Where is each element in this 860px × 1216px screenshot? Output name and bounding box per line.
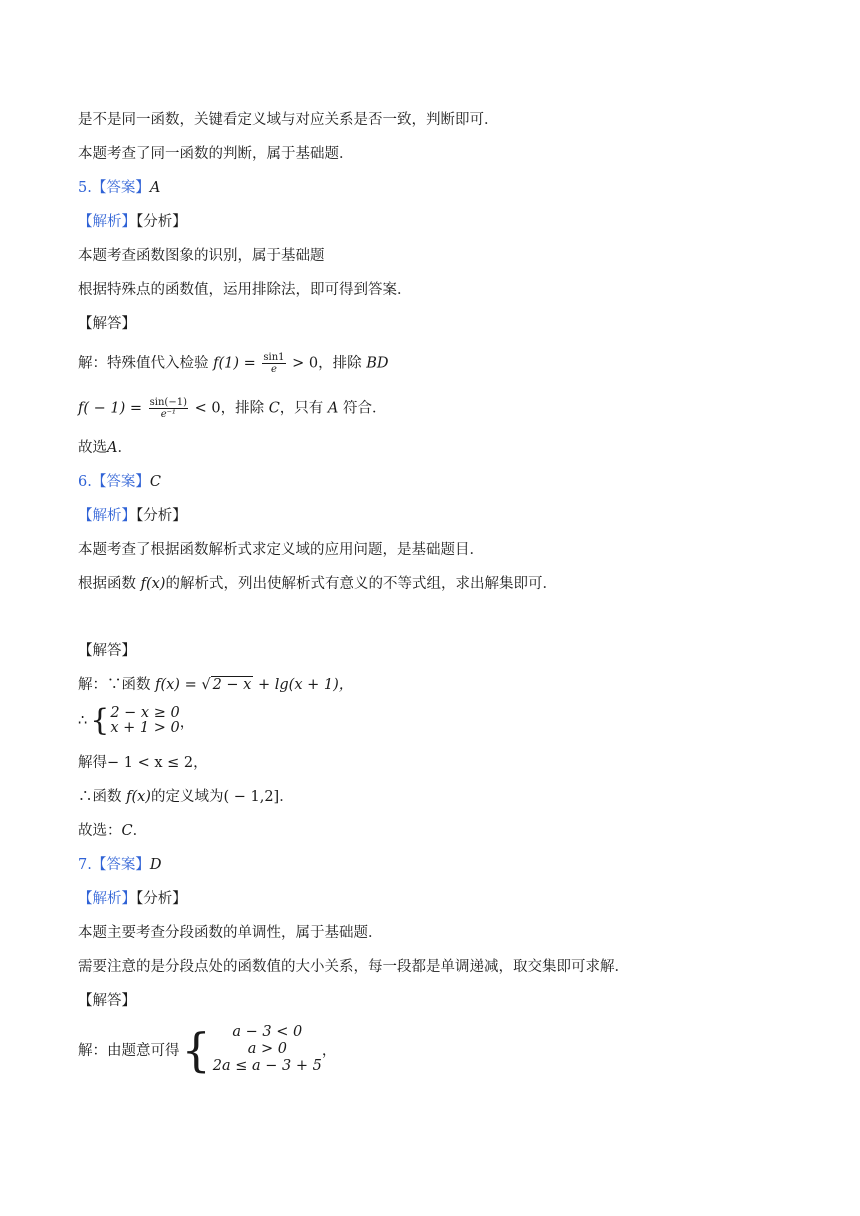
question-5-answer bbox=[78, 178, 160, 198]
answer-value: A bbox=[149, 180, 161, 196]
solution-tag: 【解答】 bbox=[78, 643, 136, 659]
solution-step: 解：特殊值代入检验 f(1) = $\frac{\sin 1}{e}$ > 0，排除 BD bbox=[78, 352, 389, 375]
sqrt-body: 2 − x bbox=[212, 677, 252, 693]
equation-system: ∴ { 2 − x ≥ 0 x + 1 > 0 ， bbox=[78, 703, 195, 738]
final-answer: 故选：C． bbox=[78, 823, 148, 839]
answer-value: C bbox=[149, 474, 161, 490]
fraction: $\frac{\sin(-1)}{\text{e⁻¹}}$ bbox=[149, 397, 187, 420]
answer-value: D bbox=[149, 857, 162, 873]
jiexi-tag: 【解析】 bbox=[78, 214, 136, 230]
question-7-answer bbox=[78, 855, 161, 875]
brace: { bbox=[90, 703, 110, 738]
fenxi-tag: 【分析】 bbox=[136, 214, 187, 230]
answer-tag: 【答案】 bbox=[91, 857, 150, 873]
solution-tag: 【解答】 bbox=[78, 993, 136, 1009]
solution-tag: 【解答】 bbox=[78, 316, 136, 332]
answer-tag: 【答案】 bbox=[91, 474, 150, 490]
text-line: 是不是同一函数，关键看定义域与对应关系是否一致，判断即可． bbox=[78, 112, 499, 128]
text-line: 本题考查了同一函数的判断，属于基础题． bbox=[78, 146, 354, 162]
equation-system: 解：由题意可得 { a − 3 < 0 a > 0 2a ≤ a − 3 + 5 ， bbox=[78, 1022, 337, 1077]
answer-tag: 【答案】 bbox=[91, 180, 150, 196]
sqrt-sign: √ bbox=[201, 677, 211, 693]
text-line: 本题主要考查分段函数的单调性，属于基础题． bbox=[78, 925, 383, 941]
solution-step: 解：∵函数 f(x) = √ 2 − x + lg(x + 1)， bbox=[78, 677, 354, 693]
text-line: 根据特殊点的函数值，运用排除法，即可得到答案． bbox=[78, 282, 412, 298]
text-line: 根据函数 f(x)的解析式，列出使解析式有意义的不等式组，求出解集即可． bbox=[78, 576, 557, 592]
solution-step: ∴函数 f(x)的定义域为( − 1,2]． bbox=[78, 789, 294, 805]
fraction: $\frac{\sin 1}{e}$ bbox=[263, 352, 285, 375]
question-6-answer bbox=[78, 472, 161, 492]
final-answer: 故选A． bbox=[78, 440, 132, 456]
analysis-header bbox=[78, 212, 187, 232]
brace: { bbox=[181, 1022, 211, 1077]
analysis-header: 【解析】【分析】 bbox=[78, 508, 187, 524]
text-line: 本题考查了根据函数解析式求定义域的应用问题，是基础题目． bbox=[78, 542, 484, 558]
question-number: 5. bbox=[78, 180, 92, 196]
text-line: 需要注意的是分段点处的函数值的大小关系，每一段都是单调递减，取交集即可求解． bbox=[78, 959, 629, 975]
question-number: 7. bbox=[78, 857, 92, 873]
question-number: 6. bbox=[78, 474, 92, 490]
analysis-header: 【解析】【分析】 bbox=[78, 891, 187, 907]
text-line: 本题考查函数图象的识别，属于基础题 bbox=[78, 248, 325, 264]
solution-step: 解得− 1 < x ≤ 2， bbox=[78, 755, 208, 771]
solution-step: f( − 1) = $\frac{\sin(-1)}{\text{e⁻¹}}$ < 0，排除 C，只有 A 符合． bbox=[78, 397, 387, 420]
